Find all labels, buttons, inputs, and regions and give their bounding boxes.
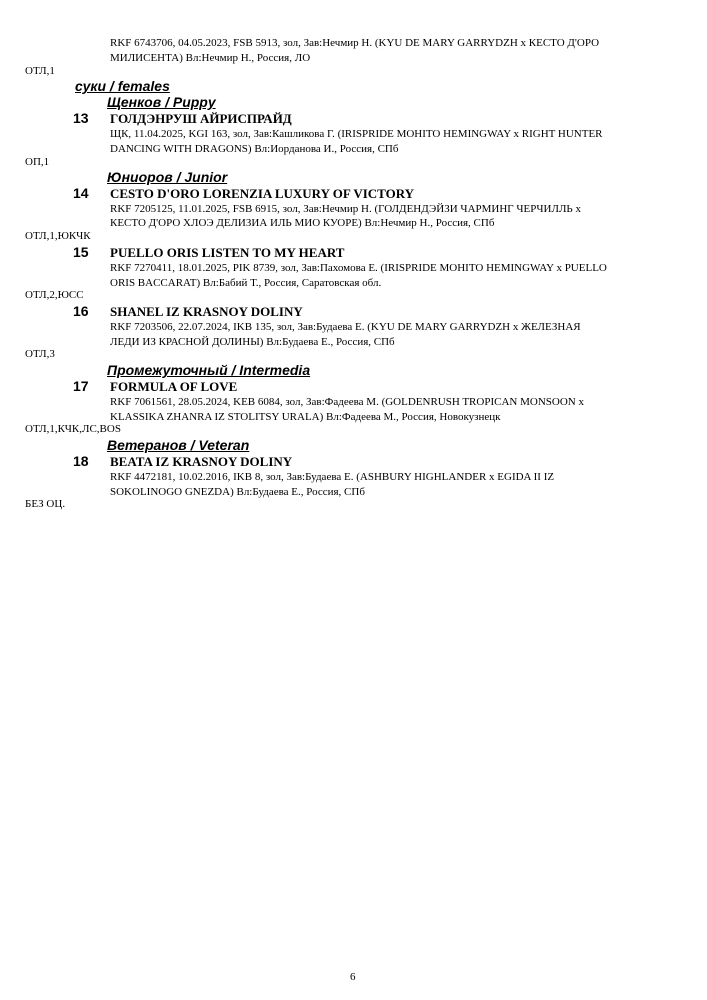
entry-number: 16: [73, 303, 89, 319]
entry-detail-line-1: ЩК, 11.04.2025, KGI 163, зол, Зав:Кашликова Г. (IRISPRIDE MOHITO HEMINGWAY x RIGHT HUNTER: [110, 128, 603, 140]
entry-detail-line-2: ЛЕДИ ИЗ КРАСНОЙ ДОЛИНЫ) Вл:Будаева Е., Россия, СПб: [110, 336, 395, 348]
entry-name: BEATA IZ KRASNOY DOLINY: [110, 454, 293, 469]
entry-detail-line-2: DANCING WITH DRAGONS) Вл:Иорданова И., Россия, СПб: [110, 143, 399, 155]
entry-number: 17: [73, 378, 89, 394]
entry-grade: ОТЛ,3: [25, 348, 55, 360]
entry-number: 14: [73, 185, 89, 201]
entry-name: FORMULA OF LOVE: [110, 379, 238, 394]
entry-detail-line-1: RKF 7061561, 28.05.2024, KEB 6084, зол, Зав:Фадеева М. (GOLDENRUSH TROPICAN MONSOON x: [110, 396, 584, 408]
entry-name: CESTO D'ORO LORENZIA LUXURY OF VICTORY: [110, 186, 415, 201]
entry-detail-line-1: RKF 7205125, 11.01.2025, FSB 6915, зол, Зав:Нечмир Н. (ГОЛДЕНДЭЙЗИ ЧАРМИНГ ЧЕРЧИЛЛЬ x: [110, 203, 581, 215]
entry-detail-line-1: RKF 4472181, 10.02.2016, IKB 8, зол, Зав:Будаева Е. (ASHBURY HIGHLANDER x EGIDA II IZ: [110, 471, 555, 483]
entry-detail-line-2: SOKOLINOGO GNEZDA) Вл:Будаева Е., Россия, СПб: [110, 486, 365, 498]
entry-detail-line-1: RKF 7203506, 22.07.2024, IKB 135, зол, Зав:Будаева Е. (KYU DE MARY GARRYDZH x ЖЕЛЕЗНАЯ: [110, 321, 581, 333]
class-header-intermedia: Промежуточный / Intermedia: [107, 362, 311, 378]
entry-grade: ОТЛ,1,КЧК,ЛС,BOS: [25, 423, 121, 435]
intro-grade: ОТЛ,1: [25, 65, 55, 77]
entry-grade: ОП,1: [25, 156, 50, 168]
page-number: 6: [350, 971, 356, 983]
entry-name: ГОЛДЭНРУШ АЙРИСПРАЙД: [110, 111, 292, 126]
entry-detail-line-2: КЕСТО Д'ОРО ХЛОЭ ДЕЛИЗИА ИЛЬ МИО КУОРЕ) Вл:Нечмир Н., Россия, СПб: [110, 217, 495, 229]
entry-number: 18: [73, 453, 89, 469]
entry-grade: ОТЛ,1,ЮКЧК: [25, 230, 91, 242]
entry-grade: ОТЛ,2,ЮСС: [25, 289, 84, 301]
class-header-puppy: Щенков / Puppy: [107, 94, 216, 110]
intro-detail-line-2: МИЛИСЕНТА) Вл:Нечмир Н., Россия, ЛО: [110, 52, 311, 64]
entry-number: 15: [73, 244, 89, 260]
sex-header: суки / females: [75, 78, 170, 94]
entry-detail-line-2: ORIS BACCARAT) Вл:Бабий Т., Россия, Саратовская обл.: [110, 277, 382, 289]
entry-number: 13: [73, 110, 89, 126]
class-header-junior: Юниоров / Junior: [107, 169, 228, 185]
entry-name: PUELLO ORIS LISTEN TO MY HEART: [110, 245, 345, 260]
entry-name: SHANEL IZ KRASNOY DOLINY: [110, 304, 303, 319]
entry-detail-line-1: RKF 7270411, 18.01.2025, PIK 8739, зол, Зав:Пахомова Е. (IRISPRIDE MOHITO HEMINGWAY x PUELLO: [110, 262, 607, 274]
entry-detail-line-2: KLASSIKA ZHANRA IZ STOLITSY URALA) Вл:Фадеева М., Россия, Новокузнецк: [110, 411, 501, 423]
class-header-veteran: Ветеранов / Veteran: [107, 437, 250, 453]
intro-detail-line-1: RKF 6743706, 04.05.2023, FSB 5913, зол, Зав:Нечмир Н. (KYU DE MARY GARRYDZH x КЕСТО Д'ОРО: [110, 37, 600, 49]
entry-grade: БЕЗ ОЦ.: [25, 498, 66, 510]
